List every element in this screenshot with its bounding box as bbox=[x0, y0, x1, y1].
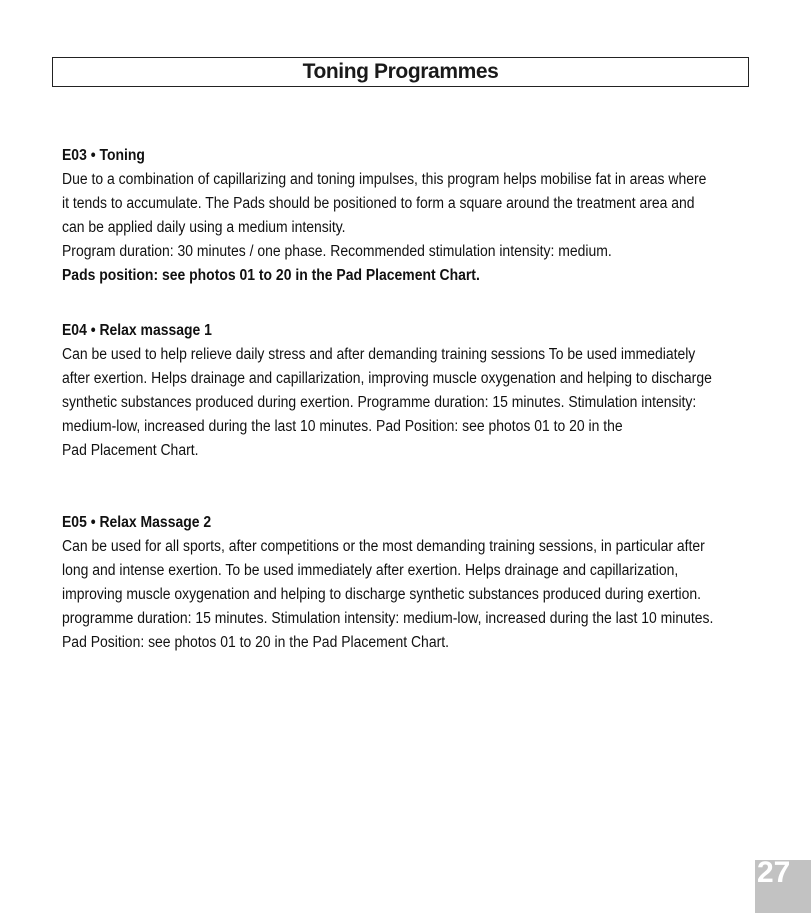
paragraph-line: medium-low, increased during the last 10 minutes. Pad Position: see photos 01 to 20 in the bbox=[62, 418, 623, 435]
paragraph-line: programme duration: 15 minutes. Stimulation intensity: medium-low, increased during the last 10 minutes. bbox=[62, 610, 714, 627]
paragraph-line: Pad Placement Chart. bbox=[62, 442, 199, 459]
paragraph-line: Can be used for all sports, after competitions or the most demanding training sessions, in particular after bbox=[62, 538, 705, 555]
section-heading: E05 • Relax Massage 2 bbox=[62, 514, 212, 531]
section-heading: E03 • Toning bbox=[62, 147, 145, 164]
paragraph-line: improving muscle oxygenation and helping to discharge synthetic substances produced during exertion. bbox=[62, 586, 701, 603]
paragraph-line: after exertion. Helps drainage and capillarization, improving muscle oxygenation and helping to discharge bbox=[62, 370, 712, 387]
page-number: 27 bbox=[757, 856, 791, 889]
section-e03-toning bbox=[62, 144, 762, 288]
paragraph-line: can be applied daily using a medium intensity. bbox=[62, 219, 346, 236]
page-title-box bbox=[52, 57, 749, 87]
page-number-tab bbox=[755, 856, 811, 913]
section-heading: E04 • Relax massage 1 bbox=[62, 322, 212, 339]
paragraph-line: synthetic substances produced during exertion. Programme duration: 15 minutes. Stimulation intensity: bbox=[62, 394, 697, 411]
paragraph-line: Program duration: 30 minutes / one phase. Recommended stimulation intensity: medium. bbox=[62, 243, 612, 260]
paragraph-line: Due to a combination of capillarizing and toning impulses, this program helps mobilise fat in areas where bbox=[62, 171, 707, 188]
section-e04-relax-massage-1 bbox=[62, 319, 762, 463]
paragraph-line: it tends to accumulate. The Pads should be positioned to form a square around the treatment area and bbox=[62, 195, 695, 212]
paragraph-line: Can be used to help relieve daily stress and after demanding training sessions To be used immediately bbox=[62, 346, 696, 363]
pads-position-note: Pads position: see photos 01 to 20 in the Pad Placement Chart. bbox=[62, 267, 480, 284]
paragraph-line: long and intense exertion. To be used immediately after exertion. Helps drainage and capillarization, bbox=[62, 562, 679, 579]
page-title: Toning Programmes bbox=[302, 60, 499, 83]
section-e05-relax-massage-2 bbox=[62, 511, 762, 655]
paragraph-line: Pad Position: see photos 01 to 20 in the Pad Placement Chart. bbox=[62, 634, 449, 651]
